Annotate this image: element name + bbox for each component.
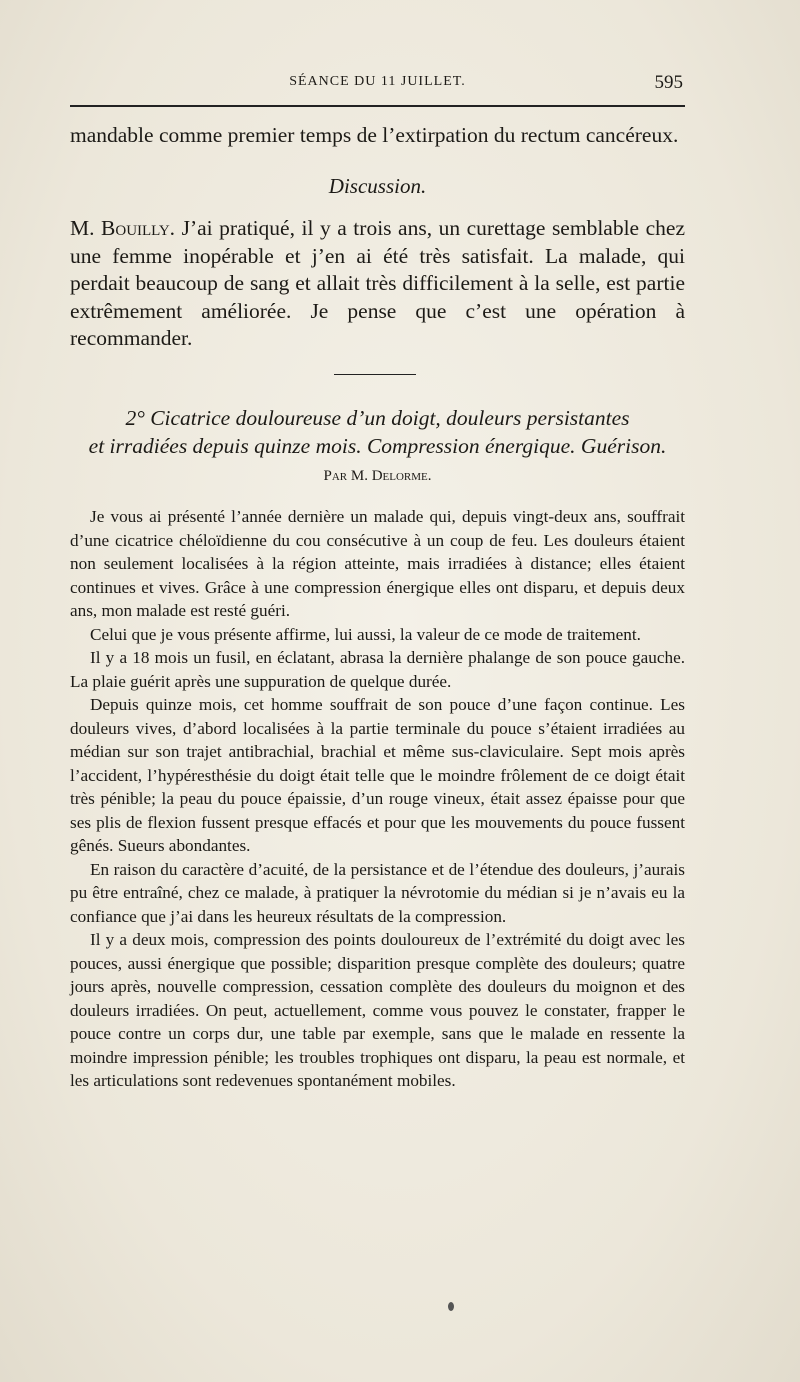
body-paragraph: Celui que je vous présente affirme, lui aussi, la valeur de ce mode de traitement.: [90, 624, 641, 644]
body-paragraph: En raison du caractère d’acuité, de la persistance et de l’étendue des douleurs, j’aurais pu être entraîné, chez ce malade, à pratiquer la névrotomie du médian si je n’avais eu la confiance que j’ai dans les heureux résultats de la compression.: [70, 859, 685, 926]
header-rule: [70, 105, 685, 107]
body-paragraph: Il y a deux mois, compression des points douloureux de l’extrémité du doigt avec les pouces, aussi énergique que possible; disparition presque complète des douleurs; quatre jours après, nouvelle compression, cessation complète des douleurs du moignon et des douleurs irradiées. On peut, actuellement, comme vous pouvez le constater, frapper le pouce contre un corps dur, une table par exemple, sans que le malade en ressente la moindre impression pénible; les troubles trophiques ont disparu, la peau est normale, et les articulations sont redevenues spontanément mobiles.: [70, 930, 685, 1090]
section-title: [70, 404, 685, 460]
article-body: [70, 505, 685, 1093]
discussion-paragraph: [70, 215, 685, 353]
intro-paragraph: mandable comme premier temps de l’extirpation du rectum cancéreux.: [70, 123, 679, 147]
body-paragraph: Depuis quinze mois, cet homme souffrait de son pouce d’une façon continue. Les douleurs vives, d’abord localisées à la partie terminale du pouce s’étaient irradiées au médian sur son trajet antibrachial, brachial et même sus-claviculaire. Sept mois après l’accident, l’hypéresthésie du doigt était telle que le moindre frôlement de ce doigt était très pénible; la peau du pouce épaissie, d’un rouge vineux, était assez épaisse pour que ses plis de flexion fussent presque effacés et pour que les mouvements du pouce fussent gênés. Sueurs abondantes.: [70, 695, 685, 855]
running-title: SÉANCE DU 11 JUILLET.: [289, 74, 466, 89]
body-paragraph: Il y a 18 mois un fusil, en éclatant, abrasa la dernière phalange de son pouce gauche. La plaie guérit après une suppuration de quelque durée.: [70, 648, 685, 691]
author-byline: [70, 468, 685, 485]
ink-speck: [448, 1302, 454, 1311]
body-paragraph: Je vous ai présenté l’année dernière un malade qui, depuis vingt-deux ans, souffrait d’une cicatrice chéloïdienne du cou consécutive à un coup de feu. Les douleurs étaient non seulement localisées à la région atteinte, mais irradiées à distance; elles étaient continues et vives. Grâce à une compression énergique elles ont disparu, et depuis deux ans, mon malade est resté guéri.: [70, 507, 685, 620]
author-name: Par M. Delorme.: [323, 468, 432, 484]
page-number: 595: [654, 72, 683, 93]
speaker-name: M. Bouilly.: [70, 216, 176, 240]
discussion-text: J’ai pratiqué, il y a trois ans, un curettage semblable chez une femme inopérable et j’en ai été très satisfait. La malade, qui perdait beaucoup de sang et allait très difficilement à la selle, est partie extrêmement améliorée. Je pense que c’est une opération à recommander.: [70, 216, 686, 350]
section-title-line-2: et irradiées depuis quinze mois. Compression énergique. Guérison.: [88, 434, 667, 458]
page-header: [70, 74, 685, 100]
section-title-line-1: 2° Cicatrice douloureuse d’un doigt, douleurs persistantes: [125, 406, 630, 430]
section-separator: [334, 374, 416, 375]
discussion-title: Discussion.: [328, 174, 427, 198]
